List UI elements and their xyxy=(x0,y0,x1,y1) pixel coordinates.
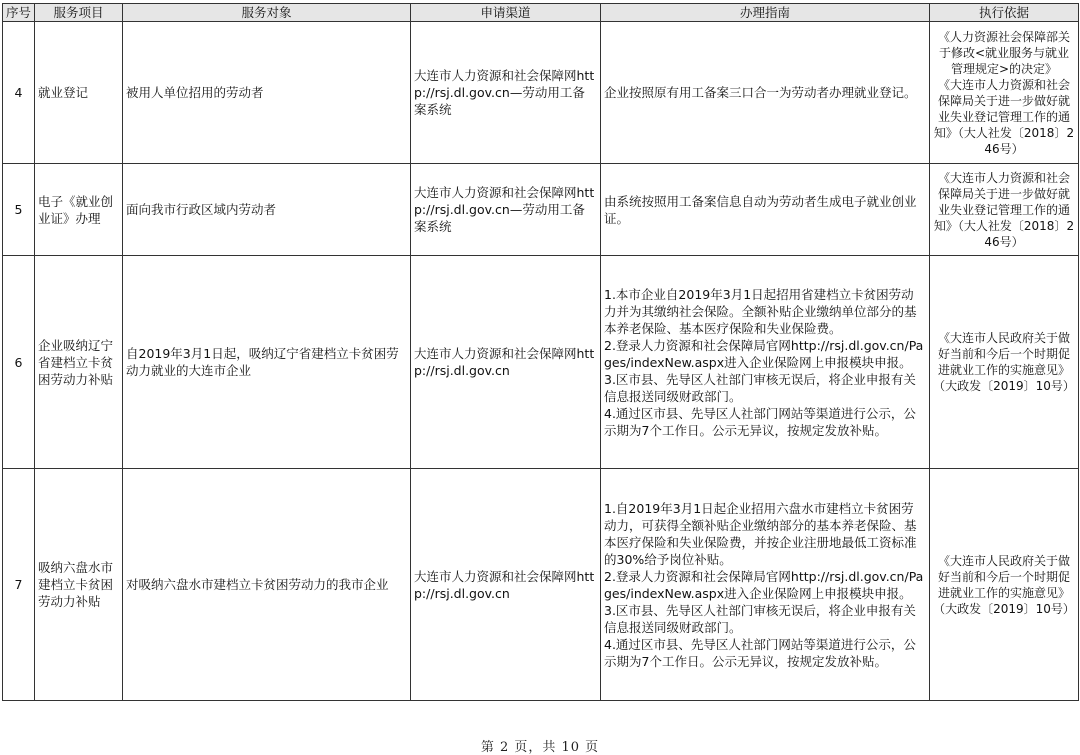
header-target: 服务对象 xyxy=(123,4,411,22)
table-row xyxy=(3,164,1079,256)
header-item: 服务项目 xyxy=(35,4,123,22)
header-guide: 办理指南 xyxy=(601,4,930,22)
row-target: 自2019年3月1日起，吸纳辽宁省建档立卡贫困劳动力就业的大连市企业 xyxy=(123,256,411,469)
row-no: 5 xyxy=(3,164,35,256)
header-basis: 执行依据 xyxy=(930,4,1079,22)
row-item: 企业吸纳辽宁省建档立卡贫困劳动力补贴 xyxy=(35,256,123,469)
row-target: 被用人单位招用的劳动者 xyxy=(123,22,411,164)
row-basis: 《大连市人民政府关于做好当前和今后一个时期促进就业工作的实施意见》（大政发〔2019〕10号） xyxy=(930,469,1079,701)
row-basis: 《大连市人力资源和社会保障局关于进一步做好就业失业登记管理工作的通知》（大人社发〔2018〕246号） xyxy=(930,164,1079,256)
service-table xyxy=(2,3,1079,701)
row-basis: 《大连市人民政府关于做好当前和今后一个时期促进就业工作的实施意见》（大政发〔2019〕10号） xyxy=(930,256,1079,469)
row-channel: 大连市人力资源和社会保障网http://rsj.dl.gov.cn—劳动用工备案系统 xyxy=(411,164,601,256)
row-target: 对吸纳六盘水市建档立卡贫困劳动力的我市企业 xyxy=(123,469,411,701)
row-item: 电子《就业创业证》办理 xyxy=(35,164,123,256)
row-guide: 1.本市企业自2019年3月1日起招用省建档立卡贫困劳动力并为其缴纳社会保险。全额补贴企业缴纳单位部分的基本养老保险、基本医疗保险和失业保险费。 2.登录人力资源和社会保障局官网http://rsj.dl.gov.cn/Pages/indexNew.aspx进入企业保险网上申报模块申报。 3.区市县、先导区人社部门审核无误后，将企业申报有关信息报送同级财政部门。 4.通过区市县、先导区人社部门网站等渠道进行公示，公示期为7个工作日。公示无异议，按规定发放补贴。 xyxy=(601,256,930,469)
header-channel: 申请渠道 xyxy=(411,4,601,22)
table-header-row xyxy=(3,4,1079,22)
table-row xyxy=(3,22,1079,164)
table-row xyxy=(3,469,1079,701)
row-basis: 《人力资源社会保障部关于修改<就业服务与就业管理规定>的决定》 《大连市人力资源和社会保障局关于进一步做好就业失业登记管理工作的通知》（大人社发〔2018〕246号） xyxy=(930,22,1079,164)
row-item: 就业登记 xyxy=(35,22,123,164)
row-item: 吸纳六盘水市建档立卡贫困劳动力补贴 xyxy=(35,469,123,701)
row-guide: 由系统按照用工备案信息自动为劳动者生成电子就业创业证。 xyxy=(601,164,930,256)
row-channel: 大连市人力资源和社会保障网http://rsj.dl.gov.cn xyxy=(411,469,601,701)
row-no: 6 xyxy=(3,256,35,469)
row-channel: 大连市人力资源和社会保障网http://rsj.dl.gov.cn—劳动用工备案系统 xyxy=(411,22,601,164)
row-guide: 1.自2019年3月1日起企业招用六盘水市建档立卡贫困劳动力，可获得全额补贴企业缴纳部分的基本养老保险、基本医疗保险和失业保险费，并按企业注册地最低工资标准的30%给予岗位补贴。 2.登录人力资源和社会保障局官网http://rsj.dl.gov.cn/Pages/indexNew.aspx进入企业保险网上申报模块申报。 3.区市县、先导区人社部门审核无误后，将企业申报有关信息报送同级财政部门。 4.通过区市县、先导区人社部门网站等渠道进行公示，公示期为7个工作日。公示无异议，按规定发放补贴。 xyxy=(601,469,930,701)
row-guide: 企业按照原有用工备案三口合一为劳动者办理就业登记。 xyxy=(601,22,930,164)
row-channel: 大连市人力资源和社会保障网http://rsj.dl.gov.cn xyxy=(411,256,601,469)
table-row xyxy=(3,256,1079,469)
page-footer: 第 2 页，共 10 页 xyxy=(480,740,600,755)
row-target: 面向我市行政区域内劳动者 xyxy=(123,164,411,256)
row-no: 4 xyxy=(3,22,35,164)
row-no: 7 xyxy=(3,469,35,701)
header-no: 序号 xyxy=(3,4,35,22)
